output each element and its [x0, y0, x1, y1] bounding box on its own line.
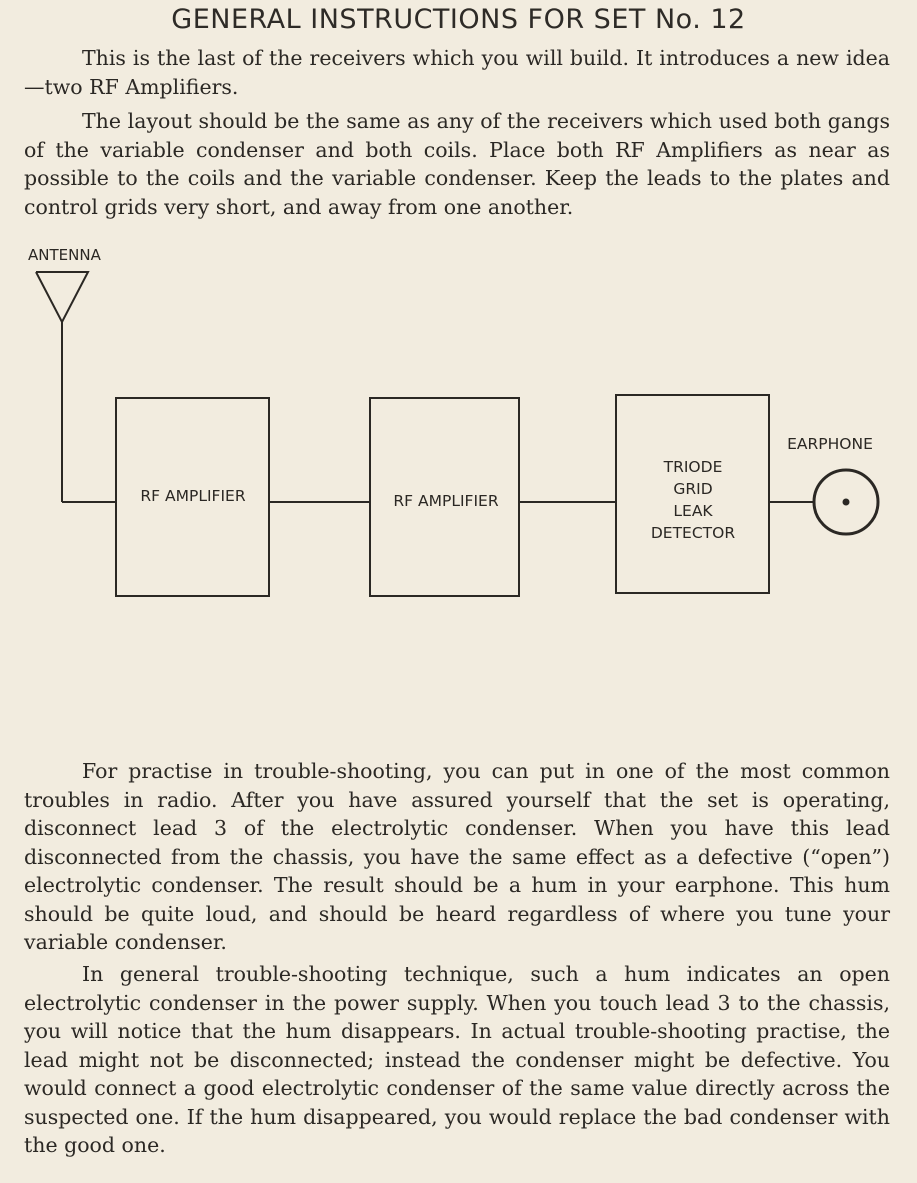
antenna-label: ANTENNA: [28, 246, 101, 264]
detector-label-line-1: TRIODE: [663, 458, 723, 476]
antenna-symbol: [36, 272, 88, 322]
detector-label-line-3: LEAK: [673, 502, 713, 520]
rf-amplifier-2-label: RF AMPLIFIER: [393, 492, 499, 510]
block-diagram: [0, 230, 917, 650]
earphone-center-dot: [843, 499, 850, 506]
troubleshooting-paragraph: For practise in trouble-shooting, you can put in one of the most common troubles in radio. After you have assured yourself that the set is operating, disconnect lead 3 of the electrolytic condenser. When you have this lead disconnected from the chassis, you have the same effect as a defective (“open”) electrolytic condenser. The result should be a hum in your earphone. This hum should be quite loud, and should be heard regardless of where you tune your variable condenser.: [24, 759, 890, 954]
detector-label-line-2: GRID: [673, 480, 713, 498]
intro-paragraph: This is the last of the receivers which you will build. It introduces a new idea—two RF Amplifiers.: [24, 46, 890, 99]
detector-label-line-4: DETECTOR: [650, 524, 736, 542]
earphone-label: EARPHONE: [787, 435, 873, 453]
page-title: GENERAL INSTRUCTIONS FOR SET No. 12: [171, 4, 746, 35]
technique-paragraph: In general trouble-shooting technique, such a hum indicates an open electrolytic condenser in the power supply. When you touch lead 3 to the chassis, you will notice that the hum disappears. In actual trouble-shooting practise, the lead might not be disconnected; instead the condenser might be defective. You would connect a good electrolytic condenser of the same value directly across the suspected one. If the hum disappeared, you would replace the bad condenser with the good one.: [24, 962, 890, 1157]
rf-amplifier-1-label: RF AMPLIFIER: [140, 487, 246, 505]
layout-paragraph: The layout should be the same as any of the receivers which used both gangs of the variable condenser and both coils. Place both RF Amplifiers as near as possible to the coils and the variable condenser. Keep the leads to the plates and control grids very short, and away from one another.: [24, 109, 890, 219]
